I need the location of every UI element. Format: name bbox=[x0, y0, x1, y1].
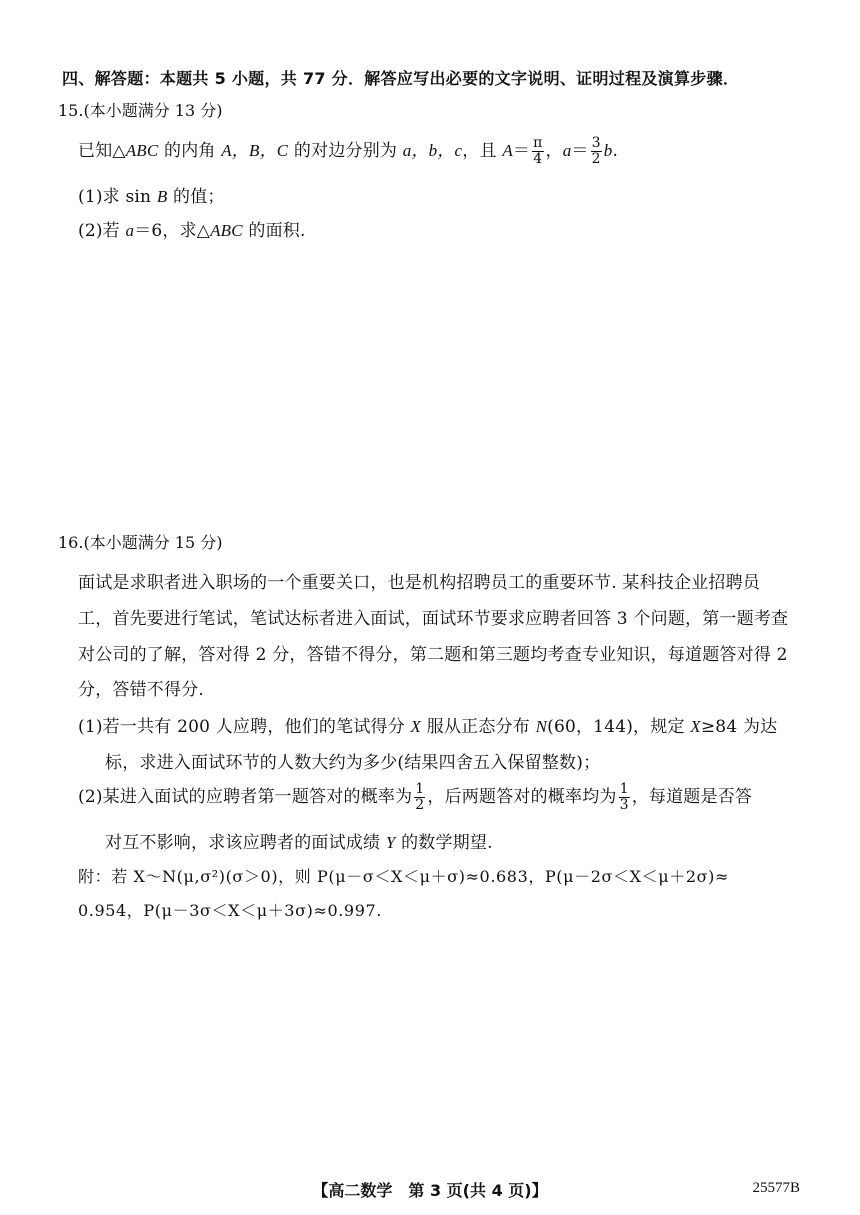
q15-stem-text: 的对边分别为 bbox=[288, 141, 403, 161]
q15-triangle: ABC bbox=[210, 221, 243, 240]
q16-appendix-line2: 0.954，P(μ－3σ＜X＜μ＋3σ)≈0.997. bbox=[78, 901, 382, 920]
fraction-numerator: 1 bbox=[415, 781, 425, 798]
q16-paragraph-line: 对公司的了解，答对得 2 分，答错不得分，第二题和第三题均考查专业知识，每道题答对得 2 bbox=[78, 645, 788, 665]
q15-stem bbox=[78, 136, 618, 167]
q15-var-A: A bbox=[502, 141, 513, 160]
section-header: 四、解答题：本题共 5 小题，共 77 分．解答应写出必要的文字说明、证明过程及演算步骤． bbox=[62, 69, 740, 88]
q16-part2-line1 bbox=[78, 782, 752, 813]
q15-stem-text: 已知△ bbox=[78, 141, 126, 161]
q15-part1-text: (1)求 sin bbox=[78, 187, 157, 207]
fraction-denominator: 3 bbox=[619, 797, 629, 813]
q15-part2-text: ＝6，求△ bbox=[134, 221, 211, 241]
q15-equals: ＝ bbox=[512, 141, 531, 161]
q16-part2-text: (2)某进入面试的应聘者第一题答对的概率为 bbox=[78, 787, 413, 807]
q16-paragraph-line: 分，答错不得分. bbox=[78, 680, 205, 700]
q16-part1-text: 服从正态分布 bbox=[421, 717, 536, 737]
fraction-numerator: π bbox=[533, 135, 543, 152]
fraction-numerator: 3 bbox=[591, 135, 601, 152]
q15-equals: ＝ bbox=[571, 141, 589, 161]
q15-part2 bbox=[78, 216, 306, 241]
q16-var-X: X bbox=[690, 717, 701, 736]
q16-part2-text: 的数学期望. bbox=[395, 833, 493, 853]
q16-part1-text: ≥84 为达 bbox=[700, 717, 778, 737]
q16-part1-text: (60，144)，规定 bbox=[547, 717, 691, 737]
q15-var-a: a bbox=[125, 221, 135, 240]
q15-stem-text: ，且 bbox=[462, 141, 503, 161]
q16-var-N: N bbox=[535, 717, 548, 736]
q15-comma: ， bbox=[545, 141, 563, 161]
q15-stem-text: 的内角 bbox=[158, 141, 222, 161]
fraction-denominator: 4 bbox=[533, 151, 543, 167]
fraction-denominator: 2 bbox=[591, 151, 601, 167]
q15-var-B: B bbox=[156, 187, 168, 206]
q16-part1-line2: 标，求进入面试环节的人数大约为多少(结果四舍五入保留整数)； bbox=[105, 753, 601, 773]
page-footer-label: 【高二数学 第 3 页(共 4 页)】 bbox=[312, 1181, 548, 1200]
q15-var-a: a bbox=[562, 141, 572, 160]
paper-code: 25577B bbox=[752, 1180, 800, 1196]
q16-part1-text: (1)若一共有 200 人应聘，他们的笔试得分 bbox=[78, 717, 411, 737]
q15-sides: a，b，c bbox=[402, 141, 463, 160]
q15-fraction-3-2 bbox=[591, 136, 602, 166]
q16-var-Y: Y bbox=[385, 833, 396, 852]
q15-part2-text: (2)若 bbox=[78, 221, 126, 241]
q16-fraction-1-3 bbox=[619, 782, 630, 812]
fraction-numerator: 1 bbox=[619, 781, 629, 798]
q15-angles: A，B，C bbox=[221, 141, 289, 160]
q16-number: 16.(本小题满分 15 分) bbox=[58, 533, 223, 552]
q15-part1-text: 的值； bbox=[167, 187, 225, 207]
q16-appendix-line1: 附：若 X～N(μ,σ²)(σ＞0)，则 P(μ－σ＜X＜μ＋σ)≈0.683，P(μ－2σ＜X＜μ＋2σ)≈ bbox=[78, 867, 729, 886]
q16-paragraph-line: 面试是求职者进入职场的一个重要关口，也是机构招聘员工的重要环节. 某科技企业招聘员 bbox=[78, 573, 761, 593]
fraction-denominator: 2 bbox=[415, 797, 425, 813]
q15-period: . bbox=[612, 141, 619, 161]
q15-fraction-pi-4 bbox=[532, 136, 543, 166]
q15-part2-text: 的面积. bbox=[242, 221, 306, 241]
q16-part2-line2 bbox=[105, 828, 493, 853]
q16-fraction-1-2 bbox=[414, 782, 425, 812]
q16-part2-text: ，后两题答对的概率均为 bbox=[427, 787, 617, 807]
q15-var-b: b bbox=[603, 141, 613, 160]
q16-part2-text: ，每道题是否答 bbox=[631, 787, 753, 807]
q15-part1 bbox=[78, 182, 225, 207]
q15-number: 15.(本小题满分 13 分) bbox=[58, 101, 223, 120]
q16-var-X: X bbox=[410, 717, 422, 736]
q16-part1-line1 bbox=[78, 712, 777, 737]
q16-paragraph-line: 工，首先要进行笔试，笔试达标者进入面试，面试环节要求应聘者回答 3 个问题，第一题考查 bbox=[78, 609, 789, 629]
q16-part2-text: 对互不影响，求该应聘者的面试成绩 bbox=[105, 833, 386, 853]
q15-triangle: ABC bbox=[125, 141, 159, 160]
